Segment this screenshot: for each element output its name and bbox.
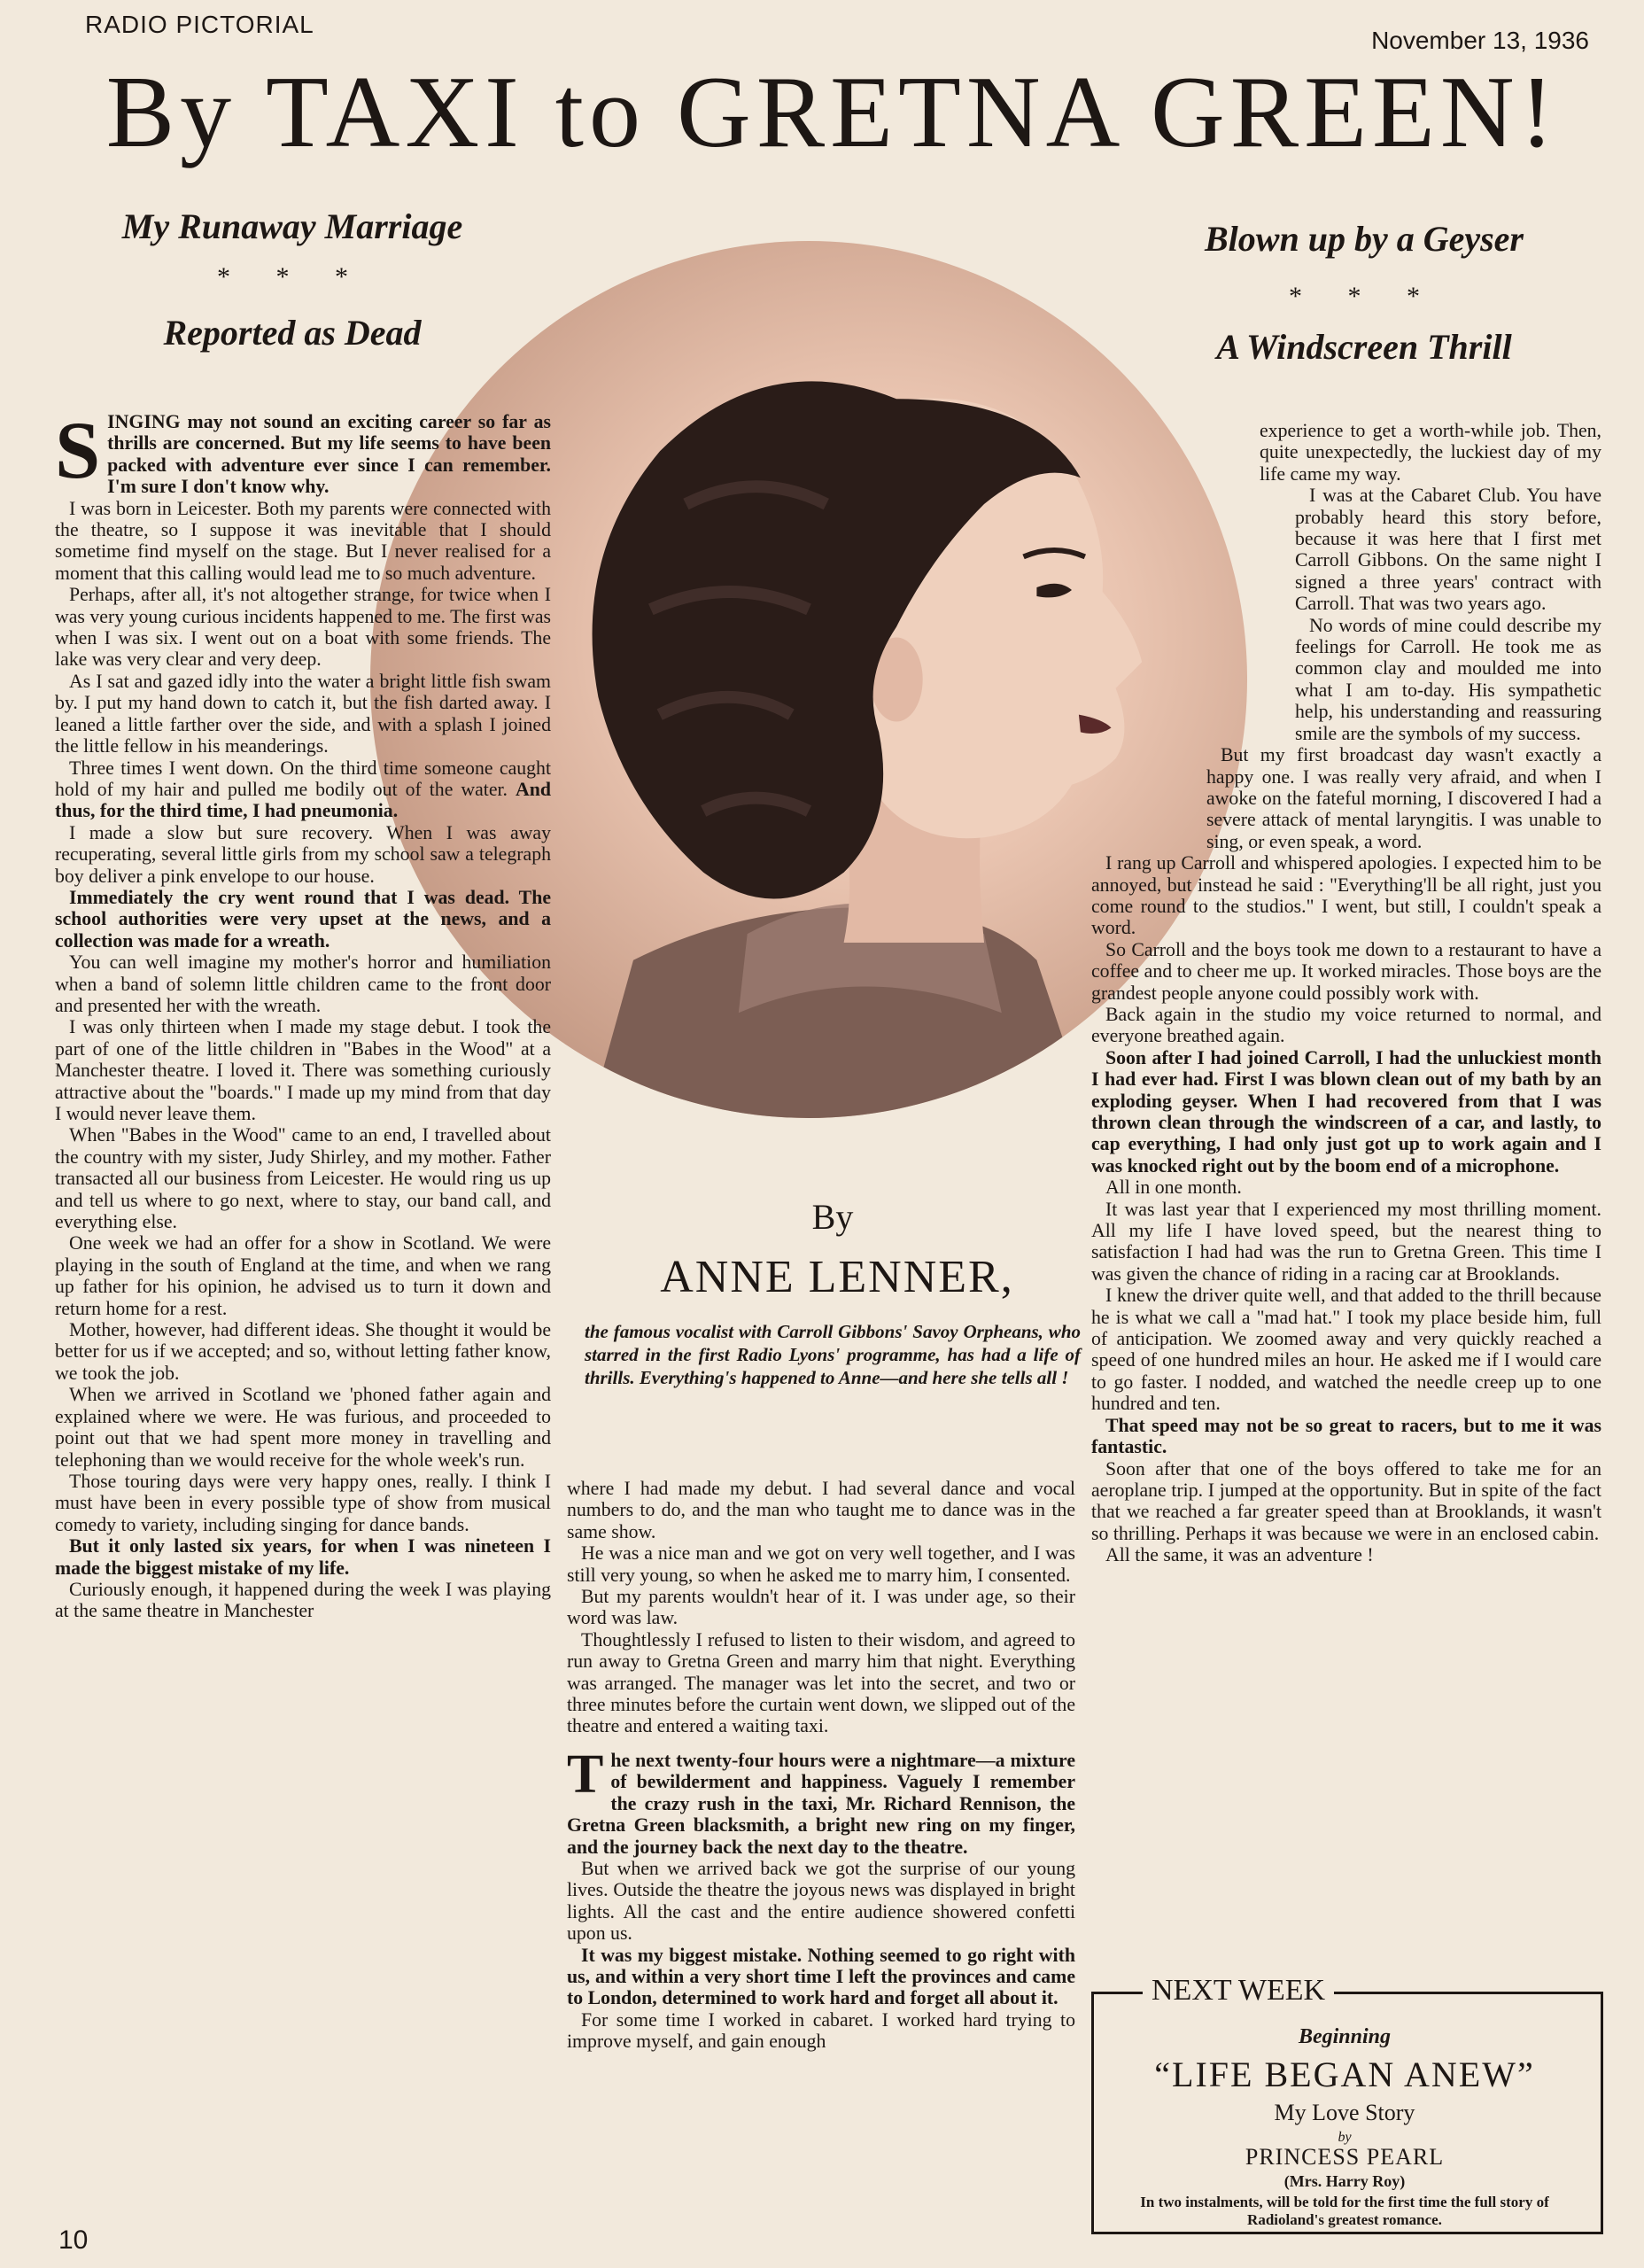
article-paragraph: Soon after that one of the boys offered to take me for an aeroplane trip. I jumped at the opportunity. But in spite of the fact that we reached a far greater speed than at Brooklands, it wasn't so thrilling. Perhaps it was because we were in an enclosed cabin. xyxy=(1091,1457,1601,1544)
deck-stars-left: * * * xyxy=(217,262,368,291)
article-paragraph: But when we arrived back we got the surprise of our young lives. Outside the theatre the joyous news was displayed in bright lights. All the cast and the entire audience showered confetti upon us. xyxy=(567,1857,1075,1945)
article-paragraph: I was born in Leicester. Both my parents were connected with the theatre, so I suppose it was inevitable that I should sometime find myself on the stage. But I never realised for a moment that this calling would lead me to so much adventure. xyxy=(55,497,551,584)
next-week-subtitle: My Love Story xyxy=(1274,2100,1415,2125)
article-column-middle xyxy=(567,1478,1075,2053)
byline-author: ANNE LENNER, xyxy=(660,1252,1014,1302)
article-paragraph: Mother, however, had different ideas. She thought it would be better for us if we accepted; and so, without letting father know, we took the job. xyxy=(55,1319,551,1384)
next-week-author-note: (Mrs. Harry Roy) xyxy=(1283,2172,1406,2190)
article-section-lead: The next twenty-four hours were a nightmare—a mixture of bewilderment and happiness. Vaguely I remember the crazy rush in the taxi, Mr. Richard Rennison, the Gretna Green blacksmith, a bright new ring on my finger, and the journey back the next day to the theatre. xyxy=(567,1744,1075,1858)
article-column-right xyxy=(1091,420,1601,1566)
deck-reported-dead: Reported as Dead xyxy=(163,313,422,353)
deck-stars-right: * * * xyxy=(1289,282,1439,311)
next-week-description: In two instalments, will be told for the first time the full story of Radioland's greatest romance. xyxy=(1140,2194,1549,2228)
article-paragraph: But my parents wouldn't hear of it. I was under age, so their word was law. xyxy=(567,1586,1075,1629)
byline-by: By xyxy=(811,1197,854,1237)
drop-cap: S xyxy=(55,405,101,495)
article-paragraph: When "Babes in the Wood" came to an end, I travelled about the country with my sister, Judy Shirley, and my mother. Father transacted all our business from Leicester. He would ring us up and tell us where to go next, where to stay, our band call, and everything else. xyxy=(55,1124,551,1233)
article-column-left xyxy=(55,405,551,1622)
deck-windscreen: A Windscreen Thrill xyxy=(1216,327,1512,367)
next-week-beginning: Beginning xyxy=(1298,2025,1392,2048)
next-week-author: PRINCESS PEARL xyxy=(1245,2144,1445,2170)
article-paragraph: You can well imagine my mother's horror and humiliation when a band of solemn little children came to the front door and presented her with the wreath. xyxy=(55,951,551,1016)
mid-drop-cap: T xyxy=(567,1744,604,1805)
article-paragraph: It was my biggest mistake. Nothing seemed to go right with us, and within a very short time I left the provinces and came to London, determined to work hard and forget all about it. xyxy=(567,1944,1075,2009)
running-head: RADIO PICTORIAL xyxy=(85,11,314,38)
article-paragraph: Immediately the cry went round that I was dead. The school authorities were very upset at the news, and a collection was made for a wreath. xyxy=(55,886,551,951)
page-number: 10 xyxy=(58,2225,89,2255)
deck-runaway-marriage: My Runaway Marriage xyxy=(121,206,463,246)
article-paragraph: For some time I worked in cabaret. I worked hard trying to improve myself, and gain enough xyxy=(567,2008,1075,2053)
article-paragraph: No words of mine could describe my feelings for Carroll. He took me as common clay and moulded me into what I am to-day. His sympathetic help, his understanding and reassuring smile are the symbols of my success. xyxy=(1295,614,1601,744)
article-paragraph: Back again in the studio my voice returned to normal, and everyone breathed again. xyxy=(1091,1003,1601,1047)
article-paragraph: But my first broadcast day wasn't exactly a happy one. I was really very afraid, and when I awoke on the fateful morning, I discovered I had a severe attack of mental laryngitis. I was unable to sing, or even speak, a word. xyxy=(1206,744,1601,852)
article-paragraph: That speed may not be so great to racers, but to me it was fantastic. xyxy=(1091,1414,1601,1458)
article-paragraph: Soon after I had joined Carroll, I had the unluckiest month I had ever had. First I was blown clean out of my bath by an exploding geyser. When I had recovered from that I was thrown clean through the windscreen of a car, and lastly, to cap everything, I had only just got up to work again and I was knocked right out by the boom end of a microphone. xyxy=(1091,1046,1601,1177)
article-paragraph: I knew the driver quite well, and that added to the thrill because he is what we call a "mad hat." I took my place beside him, full of anticipation. We zoomed away and very quickly reached a speed of one hundred miles an hour. He asked me if I would care to go faster. I nodded, and watched the needle creep up to one hundred and ten. xyxy=(1091,1285,1601,1415)
article-lead-paragraph: SINGING may not sound an exciting career so far as thrills are concerned. But my life seems to have been packed with adventure ever since I can remember. I'm sure I don't know why. xyxy=(55,405,551,498)
article-paragraph: When we arrived in Scotland we 'phoned father again and explained where we were. He was furious, and proceeded to point out that we had spent more money in travelling and telephoning than we would receive for the whole week's run. xyxy=(55,1384,551,1471)
article-paragraph: He was a nice man and we got on very well together, and I was still very young, so when he asked me to marry him, I consented. xyxy=(567,1542,1075,1586)
issue-date: November 13, 1936 xyxy=(1371,27,1589,54)
article-paragraph: As I sat and gazed idly into the water a bright little fish swam by. I put my hand down to catch it, but the fish darted away. I leaned a little farther over the side, and with a splash I joined the little fellow in his meanderings. xyxy=(55,670,551,757)
next-week-by: by xyxy=(1338,2130,1352,2145)
headline: By TAXI to GRETNA GREEN! xyxy=(105,56,1560,169)
next-week-title: “LIFE BEGAN ANEW” xyxy=(1154,2054,1535,2094)
article-paragraph: All in one month. xyxy=(1105,1177,1242,1199)
article-paragraph: experience to get a worth-while job. Then, quite unexpectedly, the luckiest day of my life came my way. xyxy=(1260,420,1601,485)
article-paragraph: I made a slow but sure recovery. When I was away recuperating, several little girls from my school saw a telegraph boy deliver a pink envelope to our house. xyxy=(55,821,551,887)
article-paragraph: Thoughtlessly I refused to listen to their wisdom, and agreed to run away to Gretna Green and marry him that night. Everything was arranged. The manager was let into the secret, and two or three minutes before the curtain went down, we slipped out of the theatre and entered a waiting taxi. xyxy=(567,1628,1075,1737)
article-paragraph: Curiously enough, it happened during the week I was playing at the same theatre in Manchester xyxy=(55,1578,551,1622)
article-paragraph: I was at the Cabaret Club. You have probably heard this story before, because it was here that I first met Carroll Gibbons. On the same night I signed a three years' contract with Carroll. That was two years ago. xyxy=(1295,485,1601,615)
article-paragraph: But it only lasted six years, for when I was nineteen I made the biggest mistake of my life. xyxy=(55,1535,551,1579)
article-paragraph: Three times I went down. On the third time someone caught hold of my hair and pulled me bodily out of the water. And thus, for the third time, I had pneumonia. xyxy=(55,757,551,822)
deck-geyser: Blown up by a Geyser xyxy=(1205,219,1524,259)
article-paragraph: All the same, it was an adventure ! xyxy=(1105,1544,1374,1566)
article-paragraph: I was only thirteen when I made my stage debut. I took the part of one of the little children in "Babes in the Wood" at a Manchester theatre. I loved it. There was something curiously attractive about the "boards." I made up my mind from that day I would never leave them. xyxy=(55,1016,551,1124)
next-week-label: NEXT WEEK xyxy=(1143,1974,1334,2008)
article-paragraph: It was last year that I experienced my most thrilling moment. All my life I have loved speed, but the nearest thing to satisfaction I had had was the run to Gretna Green. This time I was given the chance of riding in a racing car at Brooklands. xyxy=(1091,1198,1601,1285)
byline-intro: the famous vocalist with Carroll Gibbons' Savoy Orpheans, who starred in the first Radio Lyons' programme, has had a life of thrills. Everything's happened to Anne—and here she tells all ! xyxy=(585,1321,1081,1388)
article-paragraph: where I had made my debut. I had several dance and vocal numbers to do, and the man who taught me to dance was in the same show. xyxy=(567,1478,1075,1542)
article-paragraph: Those touring days were very happy ones, really. I think I must have been in every possible type of show from musical comedy to variety, including singing for dance bands. xyxy=(55,1470,551,1535)
article-paragraph: Perhaps, after all, it's not altogether strange, for twice when I was very young curious incidents happened to me. The first was when I was six. I went out on a boat with some friends. The lake was very clear and very deep. xyxy=(55,584,551,671)
article-paragraph: So Carroll and the boys took me down to a restaurant to have a coffee and to cheer me up. It worked miracles. Those boys are the grandest people anyone could possibly work with. xyxy=(1091,938,1601,1004)
article-paragraph: One week we had an offer for a show in Scotland. We were playing in the south of England at the time, and when we rang up father for his opinion, he advised us to turn it down and return home for a rest. xyxy=(55,1232,551,1319)
article-paragraph: I rang up Carroll and whispered apologies. I expected him to be annoyed, but instead he said : "Everything'll be all right, just you come round to the studios." I went, but still, I couldn't speak a word. xyxy=(1091,852,1601,939)
